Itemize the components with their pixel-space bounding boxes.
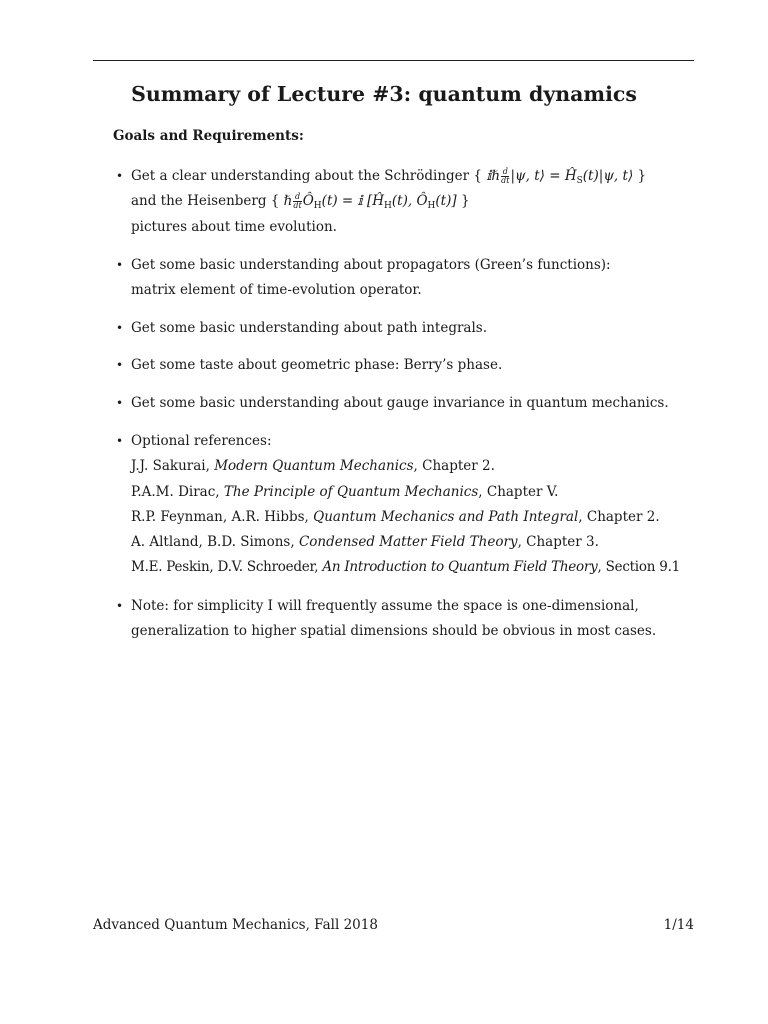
page-title: Summary of Lecture #3: quantum dynamics	[131, 82, 637, 106]
footer-page-number: 1/14	[663, 917, 694, 933]
schrodinger-line	[131, 168, 646, 189]
reference-item	[131, 484, 558, 500]
header-rule	[93, 60, 694, 61]
reference-title: Condensed Matter Field Theory	[298, 534, 518, 550]
reference-item	[131, 509, 660, 525]
reference-authors: P.A.M. Dirac,	[131, 484, 224, 500]
bullet-dot: •	[116, 396, 124, 410]
bullet-4: Get some taste about geometric phase: Berry’s phase.	[131, 357, 503, 373]
goals-heading: Goals and Requirements:	[113, 128, 304, 144]
bullet-dot: •	[116, 599, 124, 613]
bullet-dot: •	[116, 358, 124, 372]
reference-authors: A. Altland, B.D. Simons,	[131, 534, 299, 550]
reference-title: An Introduction to Quantum Field Theory	[322, 559, 598, 575]
bullet-7-line-1: Note: for simplicity I will frequently assume the space is one-dimensional,	[131, 598, 639, 614]
reference-title: Quantum Mechanics and Path Integral	[313, 509, 579, 525]
reference-title: Modern Quantum Mechanics	[214, 458, 414, 474]
reference-authors: M.E. Peskin, D.V. Schroeder,	[131, 559, 323, 575]
bullet-dot: •	[116, 434, 124, 448]
heisenberg-text: and the Heisenberg {	[131, 193, 280, 209]
reference-item	[131, 534, 599, 550]
reference-chapter: , Chapter 2.	[578, 509, 660, 525]
bullet-2-line-2: matrix element of time-evolution operator.	[131, 282, 422, 298]
footer-course: Advanced Quantum Mechanics, Fall 2018	[93, 917, 378, 933]
reference-chapter: , Section 9.1	[597, 559, 680, 575]
reference-chapter: , Chapter V.	[478, 484, 559, 500]
bullet-dot: •	[116, 321, 124, 335]
references-heading: Optional references:	[131, 433, 272, 449]
heisenberg-equation: ℏ $\frac{d}{dt}$ $Ô_H(t)$ = 𝕚 [$Ĥ_H(t)$, $Ô_H(t)$]	[283, 192, 457, 211]
bullet-1-line-3: pictures about time evolution.	[131, 219, 337, 235]
bullet-5: Get some basic understanding about gauge invariance in quantum mechanics.	[131, 395, 669, 411]
reference-chapter: , Chapter 3.	[517, 534, 599, 550]
schrodinger-close: }	[637, 168, 647, 184]
heisenberg-line	[131, 193, 470, 214]
reference-chapter: , Chapter 2.	[413, 458, 495, 474]
bullet-2-line-1: Get some basic understanding about propagators (Green’s functions):	[131, 257, 611, 273]
schrodinger-text: Get a clear understanding about the Schrödinger {	[131, 168, 482, 184]
bullet-dot: •	[116, 169, 124, 183]
bullet-3: Get some basic understanding about path integrals.	[131, 320, 488, 336]
heisenberg-close: }	[460, 193, 470, 209]
reference-authors: J.J. Sakurai,	[131, 458, 215, 474]
reference-title: The Principle of Quantum Mechanics	[223, 484, 479, 500]
bullet-dot: •	[116, 258, 124, 272]
bullet-7-line-2: generalization to higher spatial dimensions should be obvious in most cases.	[131, 623, 657, 639]
reference-authors: R.P. Feynman, A.R. Hibbs,	[131, 509, 314, 525]
reference-item	[131, 458, 495, 474]
reference-item	[131, 559, 680, 575]
schrodinger-equation: 𝕚ℏ $\frac{d}{dt}$ |ψ, t⟩ = $Ĥ_S(t)|\psi$, t⟩	[486, 167, 634, 186]
